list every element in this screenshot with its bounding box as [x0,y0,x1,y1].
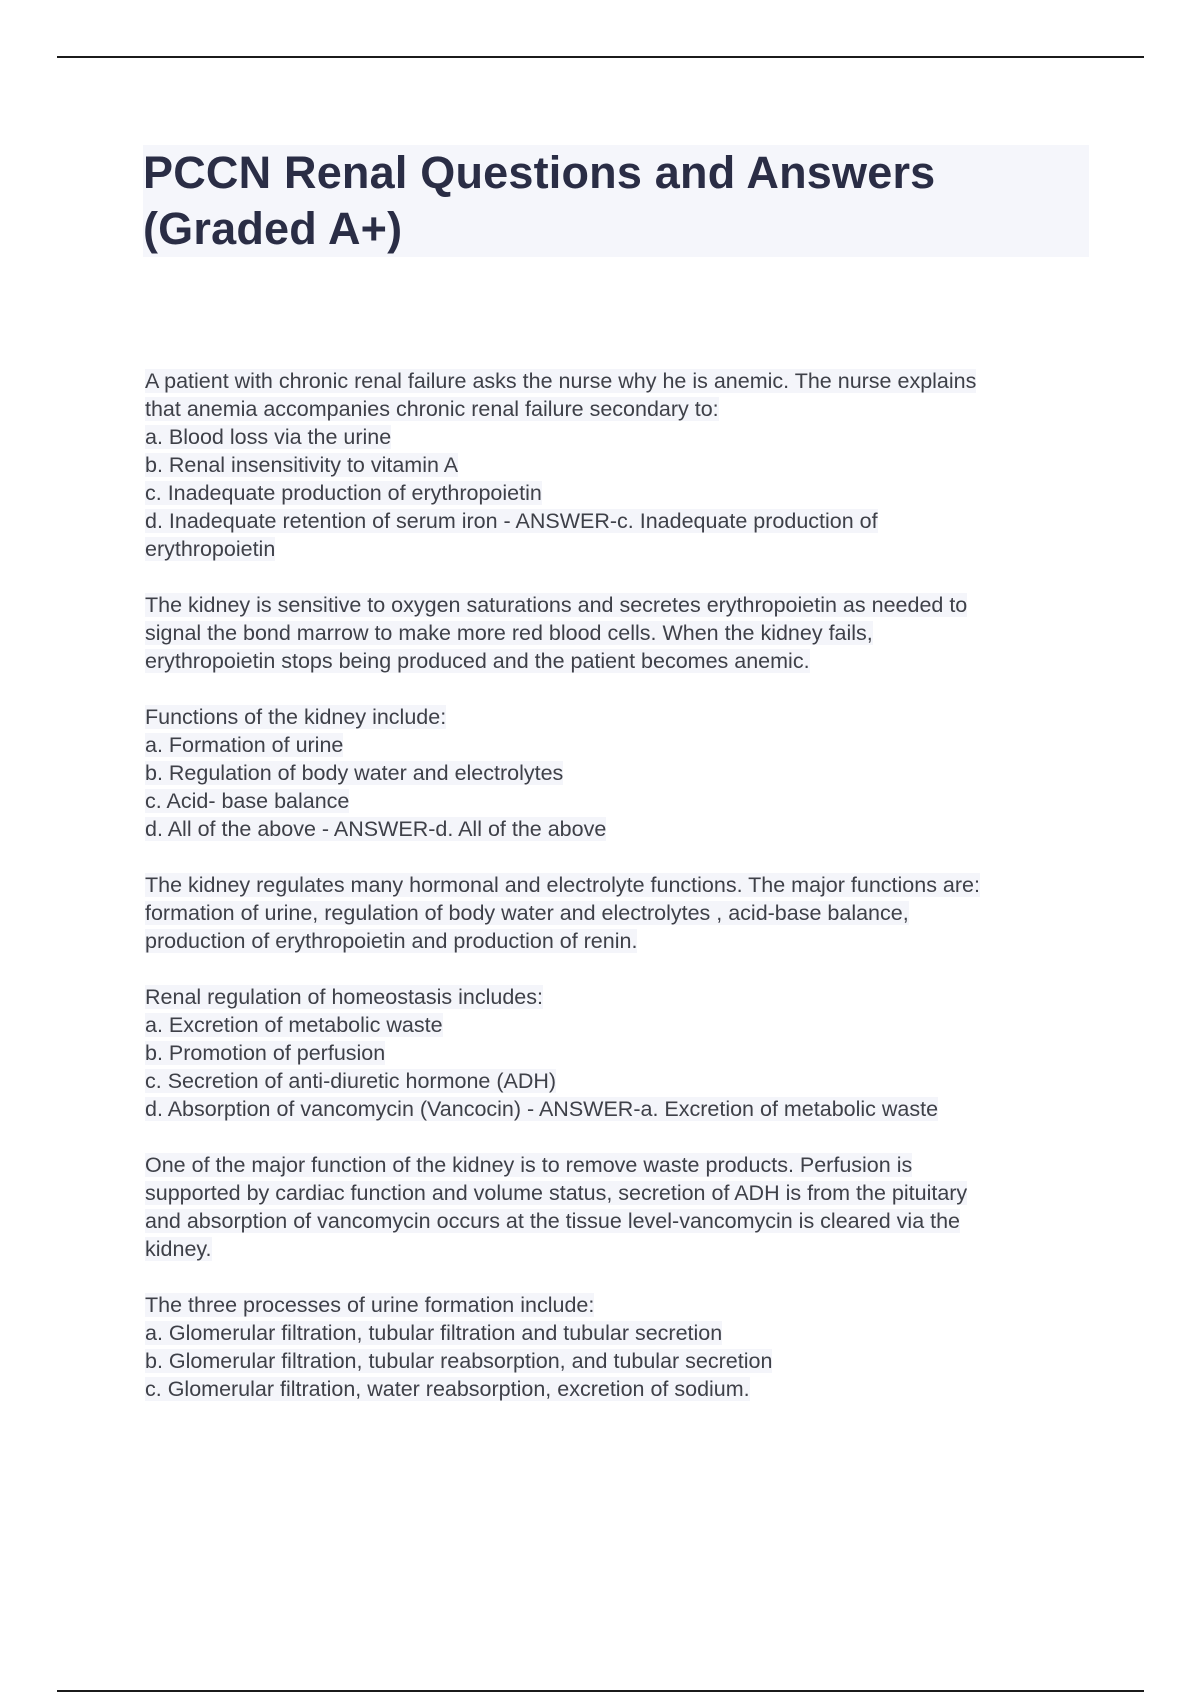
text-line: a. Formation of urine [145,733,344,757]
text-line: supported by cardiac function and volume status, secretion of ADH is from the pituitary [145,1181,968,1205]
text-line: kidney. [145,1237,212,1261]
text-block [145,367,1095,563]
text-block [145,1151,1095,1263]
bottom-rule [57,1690,1144,1692]
text-line: b. Regulation of body water and electrolytes [145,761,564,785]
text-line: c. Acid- base balance [145,789,350,813]
top-rule [57,56,1144,58]
text-line: A patient with chronic renal failure asks the nurse why he is anemic. The nurse explains [145,369,977,393]
text-block [145,1291,1095,1403]
text-line: Functions of the kidney include: [145,705,447,729]
text-line: that anemia accompanies chronic renal failure secondary to: [145,397,719,421]
text-line: c. Inadequate production of erythropoietin [145,481,542,505]
text-line: erythropoietin stops being produced and the patient becomes anemic. [145,649,810,673]
text-line: Renal regulation of homeostasis includes: [145,985,543,1009]
text-line: erythropoietin [145,537,276,561]
title-block [143,145,1089,257]
text-line: c. Secretion of anti-diuretic hormone (ADH) [145,1069,557,1093]
text-line: c. Glomerular filtration, water reabsorption, excretion of sodium. [145,1377,750,1401]
text-line: d. All of the above - ANSWER-d. All of the above [145,817,607,841]
text-line: production of erythropoietin and production of renin. [145,929,638,953]
text-line: a. Blood loss via the urine [145,425,392,449]
text-block [145,983,1095,1123]
text-line: signal the bond marrow to make more red blood cells. When the kidney fails, [145,621,873,645]
text-line: The kidney is sensitive to oxygen saturations and secretes erythropoietin as needed to [145,593,968,617]
text-block [145,703,1095,843]
page-title-line-1: PCCN Renal Questions and Answers [143,147,936,198]
text-block [145,591,1095,675]
text-line: The three processes of urine formation include: [145,1293,595,1317]
text-block [145,871,1095,955]
text-line: a. Glomerular filtration, tubular filtration and tubular secretion [145,1321,723,1345]
text-line: d. Absorption of vancomycin (Vancocin) - ANSWER-a. Excretion of metabolic waste [145,1097,939,1121]
text-line: One of the major function of the kidney is to remove waste products. Perfusion is [145,1153,913,1177]
document-body [145,367,1095,1431]
text-line: formation of urine, regulation of body water and electrolytes , acid-base balance, [145,901,909,925]
text-line: d. Inadequate retention of serum iron - ANSWER-c. Inadequate production of [145,509,878,533]
text-line: The kidney regulates many hormonal and electrolyte functions. The major functions are: [145,873,980,897]
text-line: b. Renal insensitivity to vitamin A [145,453,459,477]
page-title-line-2: (Graded A+) [143,203,403,254]
text-line: b. Glomerular filtration, tubular reabsorption, and tubular secretion [145,1349,773,1373]
text-line: b. Promotion of perfusion [145,1041,386,1065]
page-title [143,145,1089,257]
text-line: a. Excretion of metabolic waste [145,1013,443,1037]
text-line: and absorption of vancomycin occurs at the tissue level-vancomycin is cleared via the [145,1209,961,1233]
